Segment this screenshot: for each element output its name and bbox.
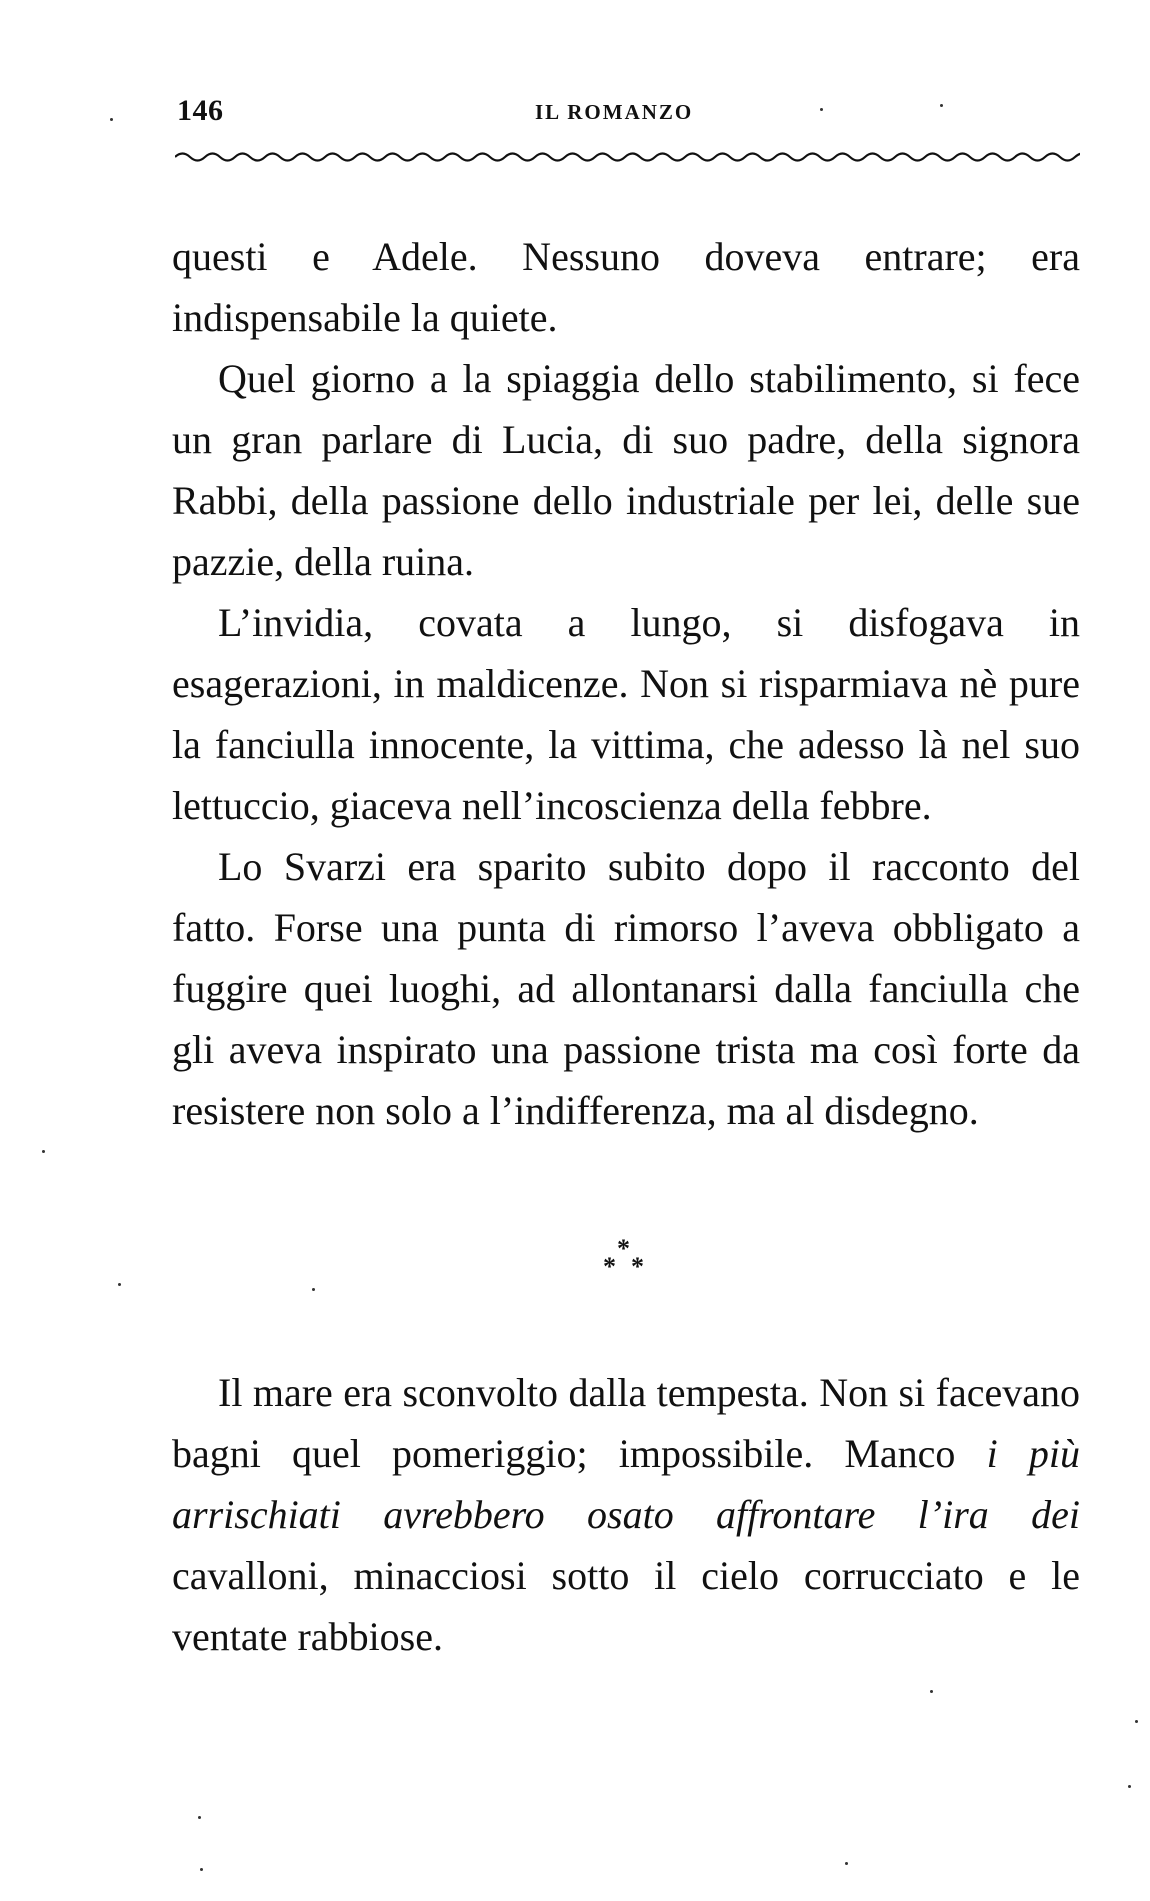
scan-speck: [312, 1288, 315, 1291]
italic-text-run: i più arrischiati avrebbero osato affrontare l’ira dei: [172, 1431, 1080, 1537]
running-title: IL ROMANZO: [535, 100, 694, 124]
scan-speck: [1128, 1785, 1131, 1788]
scan-speck: [845, 1862, 848, 1865]
scan-speck: [42, 1150, 45, 1153]
paragraph: [172, 1362, 1080, 1667]
section-text: [172, 1362, 1080, 1667]
page-number: 146: [177, 94, 224, 127]
scan-speck: [198, 1816, 201, 1819]
scan-speck: [118, 1283, 121, 1286]
scan-speck: [930, 1690, 933, 1693]
body-text: [172, 226, 1080, 1141]
page-header: [175, 88, 1075, 138]
scan-speck: [940, 104, 943, 107]
asterisk: *: [617, 1234, 630, 1263]
decorative-wavy-rule: [175, 146, 1080, 168]
paragraph: Quel giorno a la spiaggia dello stabilimento, si fece un gran parlare di Lucia, di suo padre, della signora Rabbi, della passione dello industriale per lei, delle sue pazzie, della ruina.: [172, 356, 1080, 584]
paragraph: Lo Svarzi era sparito subito dopo il racconto del fatto. Forse una punta di rimorso l’aveva obbligato a fuggire quei luoghi, ad allontanarsi dalla fanciulla che gli aveva inspirato una passione trista ma così forte da resistere non solo a l’indifferenza, ma al disdegno.: [172, 844, 1080, 1133]
scan-speck: [1135, 1720, 1138, 1723]
section-break-asterism: [595, 1236, 655, 1286]
text-run: cavalloni, minacciosi sotto il cielo corrucciato e le ventate rabbiose.: [172, 1553, 1080, 1659]
paragraph: questi e Adele. Nessuno doveva entrare; era indispensabile la quiete.: [172, 234, 1080, 340]
scan-speck: [820, 108, 823, 111]
asterisk: *: [631, 1252, 644, 1281]
scan-speck: [200, 1868, 203, 1871]
asterisk: *: [603, 1252, 616, 1281]
scan-speck: [110, 118, 113, 121]
paragraph: L’invidia, covata a lungo, si disfogava in esagerazioni, in maldicenze. Non si risparmiava nè pure la fanciulla innocente, la vittima, che adesso là nel suo lettuccio, giaceva nell’incoscienza della febbre.: [172, 600, 1080, 828]
text-run: Il mare era sconvolto dalla tempesta. Non si facevano bagni quel pomeriggio; impossibile. Manco: [172, 1370, 1080, 1476]
